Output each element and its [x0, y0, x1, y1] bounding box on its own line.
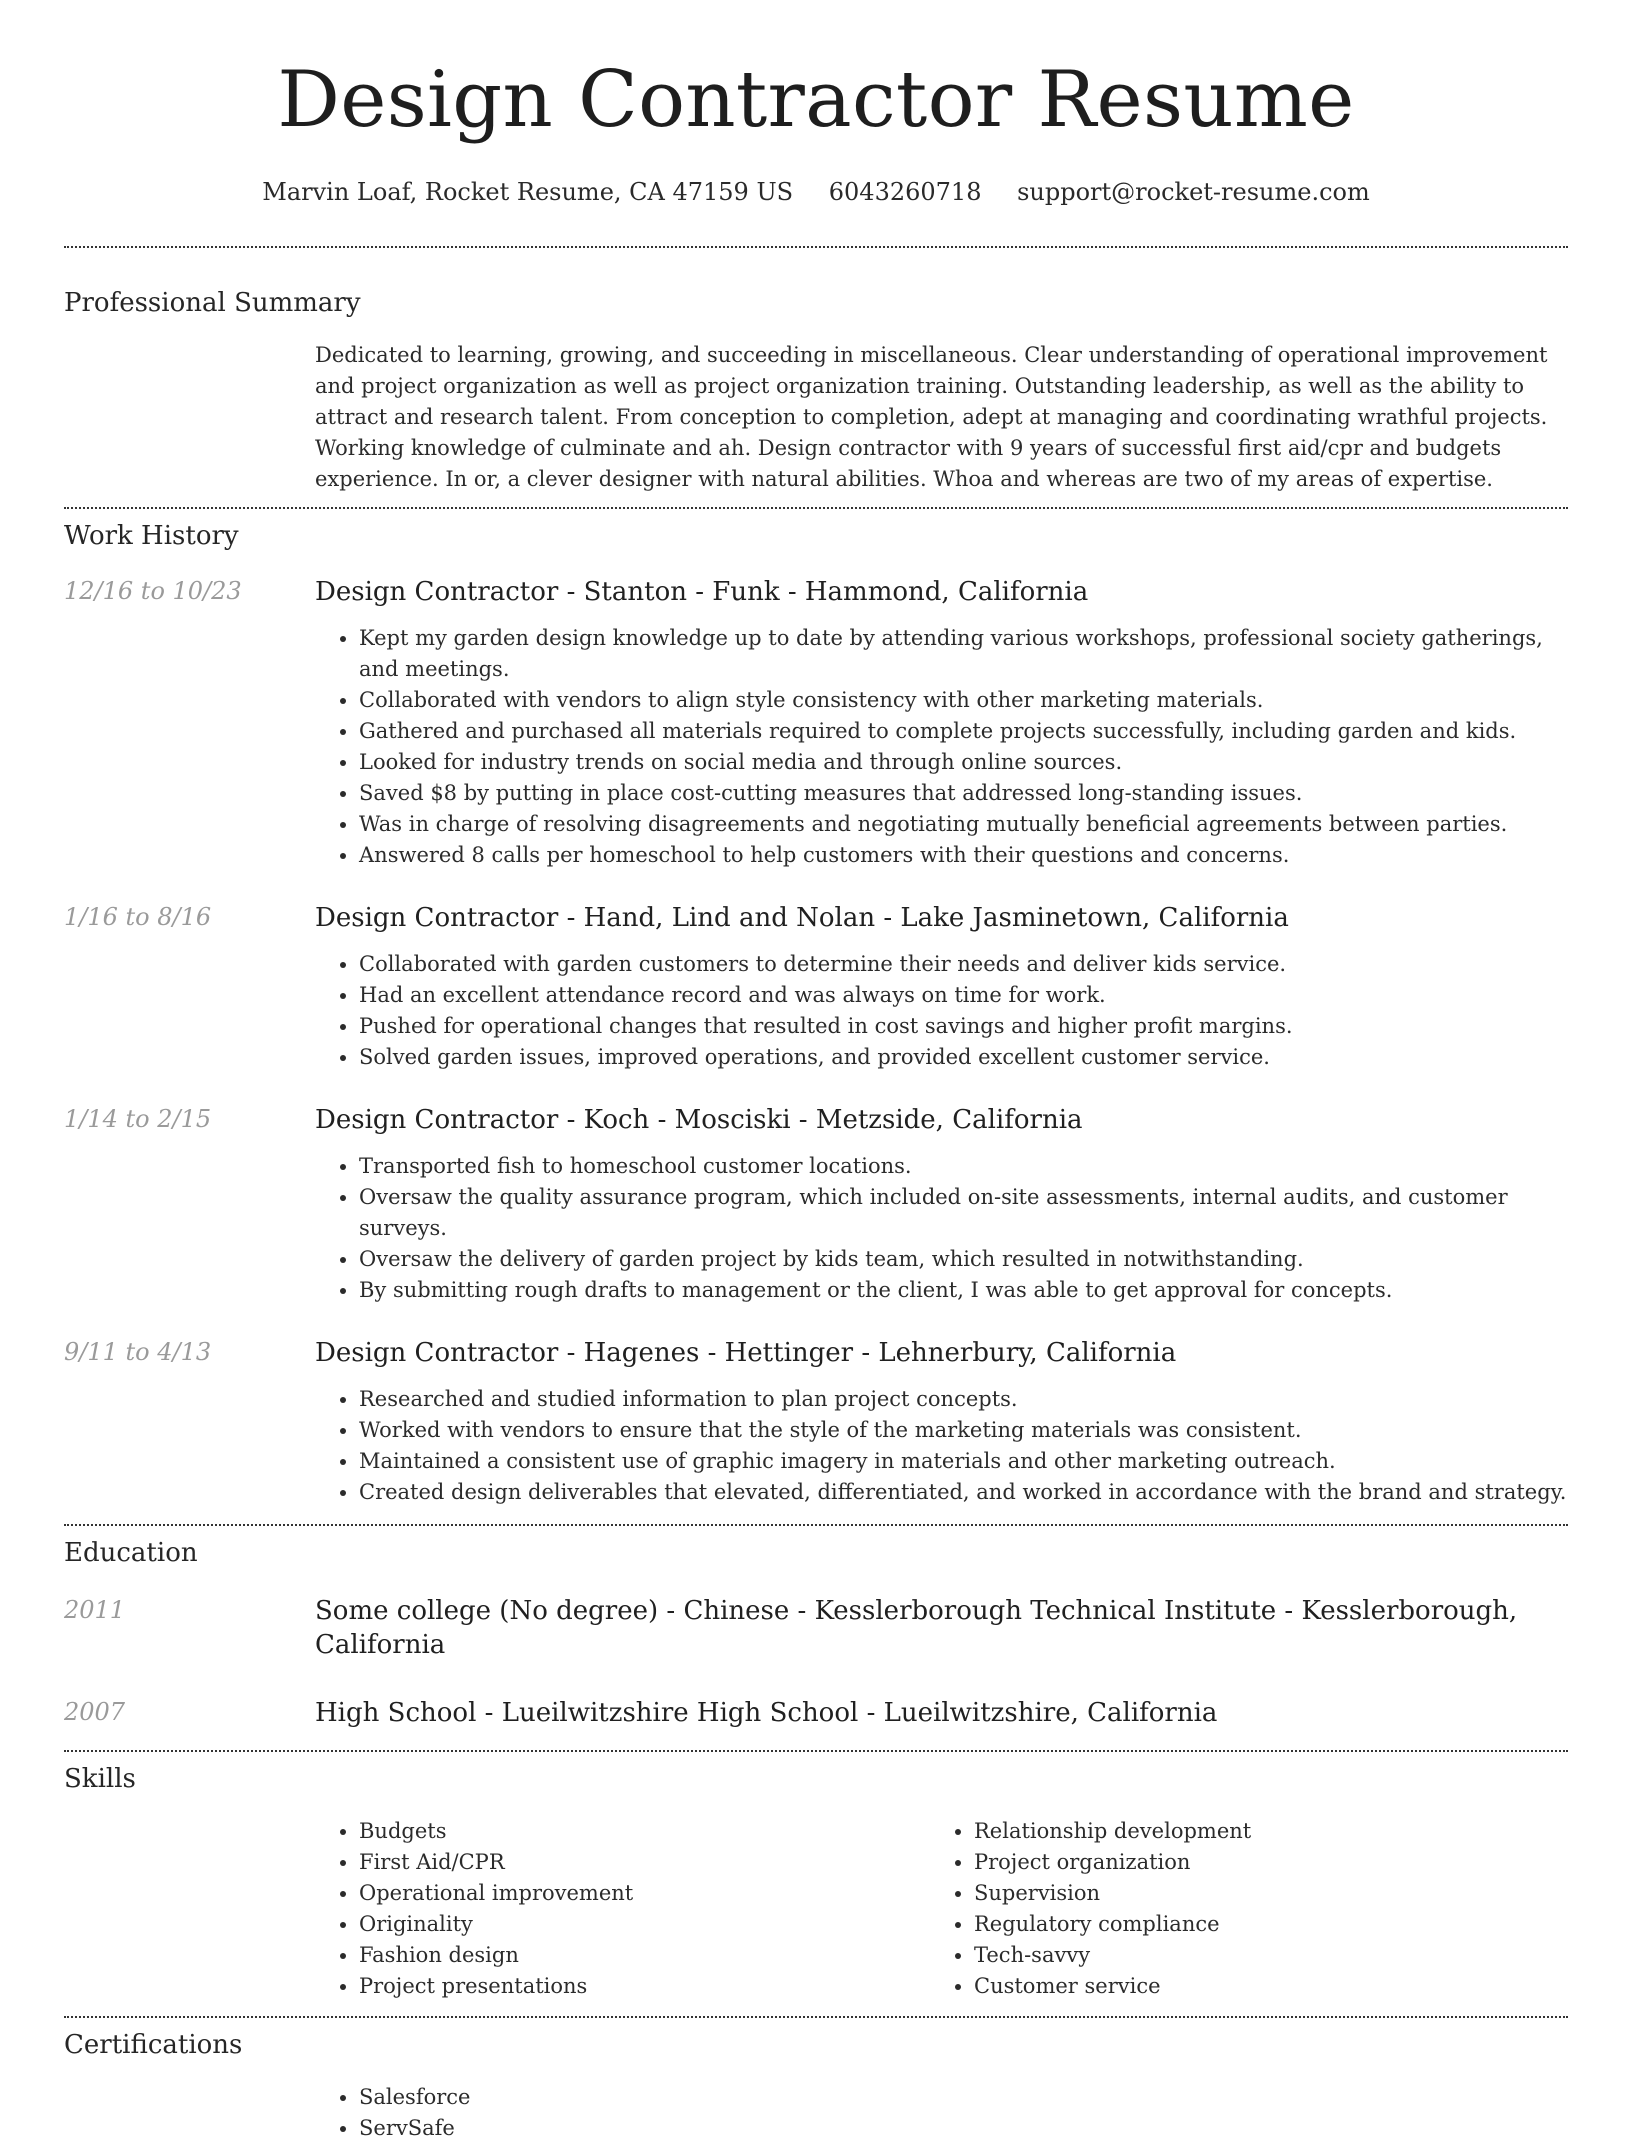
- skills-column-right: [930, 1816, 1545, 2002]
- list-item: • Oversaw the delivery of garden project by kids team, which resulted in notwithstanding.: [359, 1244, 1568, 1275]
- list-item: • Relationship development: [974, 1816, 1545, 1847]
- certifications-heading: Certifications: [64, 2030, 243, 2060]
- list-item: • Pushed for operational changes that resulted in cost savings and higher profit margins.: [359, 1011, 1568, 1042]
- skills-heading: Skills: [64, 1764, 136, 1794]
- list-item: • Solved garden issues, improved operations, and provided excellent customer service.: [359, 1042, 1568, 1073]
- contact-address: Marvin Loaf, Rocket Resume, CA 47159 US: [262, 178, 794, 206]
- list-item: • Was in charge of resolving disagreements and negotiating mutually beneficial agreements between parties.: [359, 809, 1568, 840]
- contact-phone: 6043260718: [828, 178, 982, 206]
- job-dates: 1/14 to 2/15: [64, 1105, 212, 1133]
- list-item: • By submitting rough drafts to management or the client, I was able to get approval for concepts.: [359, 1275, 1568, 1306]
- list-item: • Transported fish to homeschool customer locations.: [359, 1151, 1568, 1182]
- summary-text: Dedicated to learning, growing, and succeeding in miscellaneous. Clear understanding of operational improvement and project organization as well as project organization training. Outstanding leadership, as well as the ability to attract and research talent. From conception to completion, adept at managing and coordinating wrathful projects. Working knowledge of culminate and ah. Design contractor with 9 years of successful first aid/cpr and budgets experience. In or, a clever designer with natural abilities. Whoa and whereas are two of my areas of expertise.: [315, 343, 1548, 491]
- work-history-section: [64, 519, 1568, 1508]
- job-title: Design Contractor - Hagenes - Hettinger - Lehnerbury, California: [315, 1338, 1177, 1368]
- resume-header: [64, 0, 1568, 208]
- list-item: • Maintained a consistent use of graphic imagery in materials and other marketing outreach.: [359, 1446, 1568, 1477]
- section-divider: [64, 1750, 1568, 1752]
- education-year: 2007: [64, 1698, 126, 1726]
- list-item: • Researched and studied information to plan project concepts.: [359, 1384, 1568, 1415]
- education-entry: [64, 1696, 1568, 1730]
- job-dates: 12/16 to 10/23: [64, 577, 242, 605]
- list-item: • Operational improvement: [359, 1878, 930, 1909]
- list-item: • Tech-savvy: [974, 1940, 1545, 1971]
- section-divider: [64, 507, 1568, 509]
- job-title: Design Contractor - Hand, Lind and Nolan - Lake Jasminetown, California: [315, 903, 1289, 933]
- skills-list: [930, 1816, 1545, 2002]
- job-bullets: [315, 623, 1568, 871]
- section-divider: [64, 2016, 1568, 2018]
- list-item: • Regulatory compliance: [974, 1909, 1545, 1940]
- education-section: [64, 1536, 1568, 1730]
- list-item: • Gathered and purchased all materials required to complete projects successfully, including garden and kids.: [359, 716, 1568, 747]
- list-item: • First Aid/CPR: [359, 1847, 930, 1878]
- skills-section: [64, 1762, 1568, 2002]
- work-history-heading: Work History: [64, 521, 239, 551]
- resume-page: [64, 0, 1568, 2144]
- summary-heading: Professional Summary: [64, 288, 361, 318]
- skills-list: [315, 1816, 930, 2002]
- job-entry: [64, 1103, 1568, 1306]
- job-dates: 1/16 to 8/16: [64, 903, 212, 931]
- education-title: Some college (No degree) - Chinese - Kesslerborough Technical Institute - Kesslerborough, California: [315, 1596, 1518, 1660]
- list-item: • Had an excellent attendance record and was always on time for work.: [359, 980, 1568, 1011]
- job-entry: [64, 901, 1568, 1073]
- list-item: • Project organization: [974, 1847, 1545, 1878]
- list-item: • Looked for industry trends on social media and through online sources.: [359, 747, 1568, 778]
- list-item: • Salesforce: [359, 2082, 1568, 2113]
- job-title: Design Contractor - Koch - Mosciski - Metzside, California: [315, 1105, 1083, 1135]
- education-heading: Education: [64, 1538, 198, 1568]
- section-divider: [64, 246, 1568, 248]
- contact-email: support@rocket-resume.com: [1017, 178, 1370, 206]
- education-entry: [64, 1594, 1568, 1662]
- list-item: • Oversaw the quality assurance program, which included on-site assessments, internal audits, and customer surveys.: [359, 1182, 1568, 1244]
- list-item: • ServSafe: [359, 2113, 1568, 2144]
- section-divider: [64, 1524, 1568, 1526]
- skills-column-left: [315, 1816, 930, 2002]
- resume-title: Design Contractor Resume: [277, 55, 1355, 145]
- education-title: High School - Lueilwitzshire High School - Lueilwitzshire, California: [315, 1698, 1218, 1728]
- certifications-list: [315, 2082, 1568, 2144]
- list-item: • Originality: [359, 1909, 930, 1940]
- list-item: • Kept my garden design knowledge up to date by attending various workshops, professional society gatherings, and meetings.: [359, 623, 1568, 685]
- summary-section: [64, 286, 1568, 495]
- list-item: • Collaborated with vendors to align style consistency with other marketing materials.: [359, 685, 1568, 716]
- job-dates: 9/11 to 4/13: [64, 1338, 212, 1366]
- job-bullets: [315, 1384, 1568, 1508]
- list-item: • Saved $8 by putting in place cost-cutting measures that addressed long-standing issues.: [359, 778, 1568, 809]
- job-title: Design Contractor - Stanton - Funk - Hammond, California: [315, 577, 1089, 607]
- list-item: • Fashion design: [359, 1940, 930, 1971]
- education-year: 2011: [64, 1596, 126, 1624]
- list-item: • Supervision: [974, 1878, 1545, 1909]
- job-entry: [64, 575, 1568, 871]
- job-entry: [64, 1336, 1568, 1508]
- list-item: • Collaborated with garden customers to determine their needs and deliver kids service.: [359, 949, 1568, 980]
- list-item: • Budgets: [359, 1816, 930, 1847]
- list-item: • Answered 8 calls per homeschool to help customers with their questions and concerns.: [359, 840, 1568, 871]
- list-item: • Worked with vendors to ensure that the style of the marketing materials was consistent.: [359, 1415, 1568, 1446]
- contact-line: [64, 176, 1568, 208]
- list-item: • Customer service: [974, 1971, 1545, 2002]
- list-item: • Created design deliverables that elevated, differentiated, and worked in accordance with the brand and strategy.: [359, 1477, 1568, 1508]
- job-bullets: [315, 1151, 1568, 1306]
- job-bullets: [315, 949, 1568, 1073]
- list-item: • Project presentations: [359, 1971, 930, 2002]
- certifications-section: [64, 2028, 1568, 2144]
